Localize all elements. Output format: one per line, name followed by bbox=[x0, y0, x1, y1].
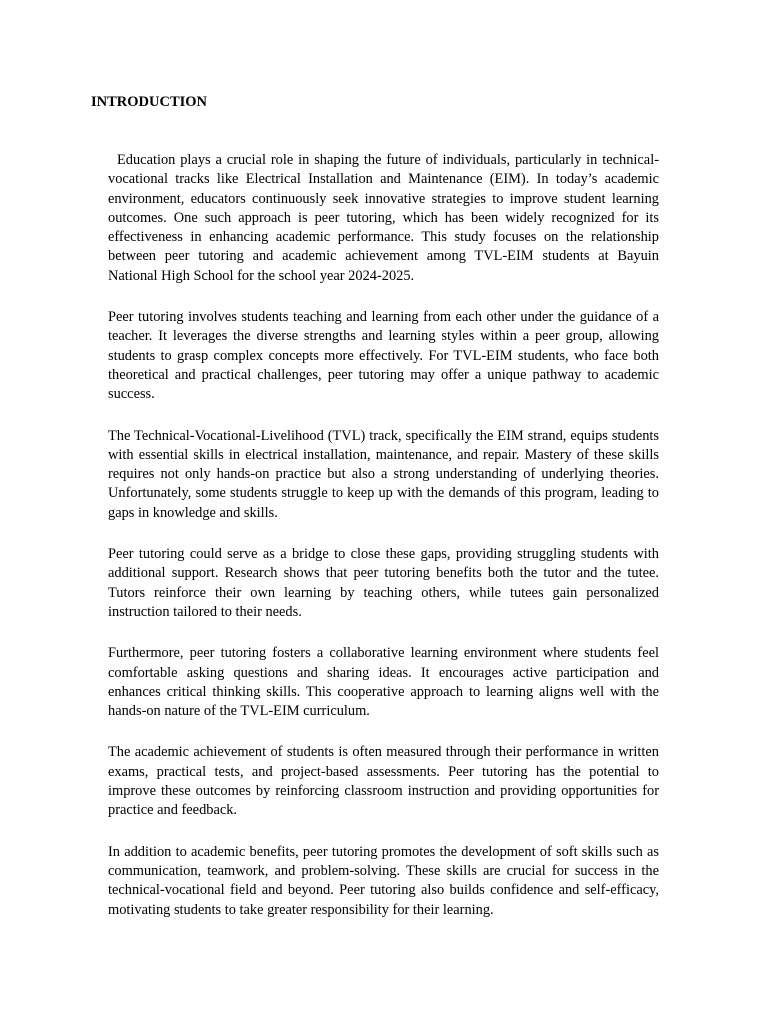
paragraph: In addition to academic benefits, peer tutoring promotes the development of soft skills such as communication, teamwork, and problem-solving. These skills are crucial for success in the technical-vocational field and beyond. Peer tutoring also builds confidence and self-efficacy, motivating students to take greater responsibility for their learning. bbox=[108, 843, 659, 918]
paragraph: Furthermore, peer tutoring fosters a collaborative learning environment where students feel comfortable asking questions and sharing ideas. It encourages active participation and enhances critical thinking skills. This cooperative approach to learning aligns well with the hands-on nature of the TVL-EIM curriculum. bbox=[108, 645, 659, 720]
body-text bbox=[108, 151, 659, 942]
paragraph: Education plays a crucial role in shaping the future of individuals, particularly in technical-vocational tracks like Electrical Installation and Maintenance (EIM). In today’s academic environment, educators continuously seek innovative strategies to improve student learning outcomes. One such approach is peer tutoring, which has been widely recognized for its effectiveness in enhancing academic performance. This study focuses on the relationship between peer tutoring and academic achievement among TVL-EIM students at Bayuin National High School for the school year 2024-2025. bbox=[108, 152, 659, 284]
paragraph: The Technical-Vocational-Livelihood (TVL) track, specifically the EIM strand, equips students with essential skills in electrical installation, maintenance, and repair. Mastery of these skills requires not only hands-on practice but also a strong understanding of underlying theories. Unfortunately, some students struggle to keep up with the demands of this program, leading to gaps in knowledge and skills. bbox=[108, 427, 659, 521]
paragraph: Peer tutoring could serve as a bridge to close these gaps, providing struggling students with additional support. Research shows that peer tutoring benefits both the tutor and the tutee. Tutors reinforce their own learning by teaching others, while tutees gain personalized instruction tailored to their needs. bbox=[108, 546, 659, 620]
paragraph: The academic achievement of students is often measured through their performance in written exams, practical tests, and project-based assessments. Peer tutoring has the potential to improve these outcomes by reinforcing classroom instruction and providing opportunities for practice and feedback. bbox=[108, 744, 659, 819]
section-heading: INTRODUCTION bbox=[91, 94, 208, 110]
paragraph: Peer tutoring involves students teaching and learning from each other under the guidance of a teacher. It leverages the diverse strengths and learning styles within a peer group, allowing students to grasp complex concepts more effectively. For TVL-EIM students, who face both theoretical and practical challenges, peer tutoring may offer a unique pathway to academic success. bbox=[108, 309, 659, 403]
